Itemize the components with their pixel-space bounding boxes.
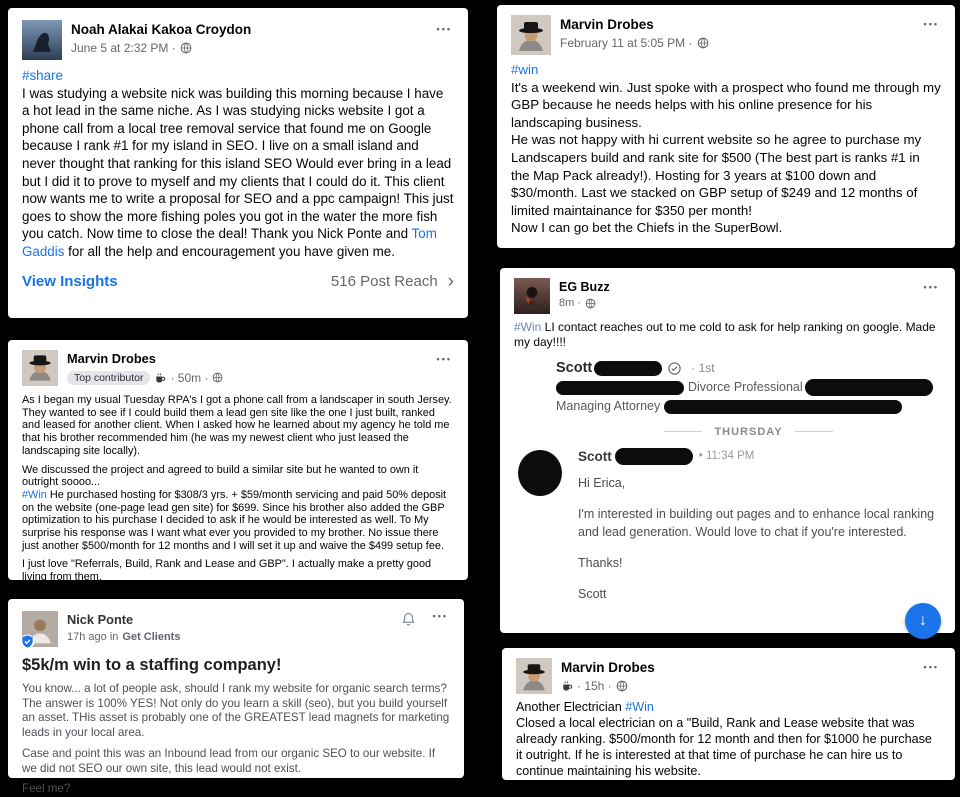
linkedin-verified-icon <box>667 361 682 376</box>
top-contributor-badge: Top contributor <box>67 371 150 385</box>
post-meta <box>67 631 391 643</box>
divider <box>795 431 833 432</box>
post-text: LI contact reaches out to me cold to ask for help ranking on google. Made my day!!!! <box>514 320 936 349</box>
post-card-noah <box>8 8 468 318</box>
post-timestamp: 17h ago in <box>67 630 119 643</box>
post-reach-button[interactable] <box>331 272 454 291</box>
globe-icon <box>616 680 628 692</box>
post-paragraph: He was not happy with hi current website so he agree to purchase my Landscapers build and rank site for $500 (The best part is ranks #1 in the Map Pack already!). Hosting for 3 years at $100 down and $30/month. Last we stacked on GBP setup of $249 and 12 months of limited maintainance for $350 per month! <box>511 132 922 218</box>
redaction-bar <box>556 381 684 395</box>
more-options-button[interactable]: ••• <box>436 354 452 364</box>
avatar-marvin[interactable] <box>22 350 58 386</box>
more-options-button[interactable]: ••• <box>436 24 452 34</box>
down-arrow-icon: ↓ <box>919 612 927 629</box>
post-timestamp[interactable]: February 11 at 5:05 PM · <box>560 35 693 50</box>
hashtag-win-link[interactable]: #Win <box>625 700 654 714</box>
linkedin-headline <box>556 379 941 396</box>
more-options-button[interactable]: ••• <box>923 282 939 292</box>
linkedin-profile-header <box>556 360 941 376</box>
post-paragraph: Case and point this was an Inbound lead from our organic SEO to our website. If we did not SEO our own site, this lead would not exist. <box>22 746 436 775</box>
divider <box>664 431 702 432</box>
post-header <box>514 278 941 314</box>
post-paragraph: It's a weekend win. Just spoke with a prospect who found me through my GBP because he needs helps with his online presence for his landscaping business. <box>511 79 941 130</box>
message-greeting: Hi Erica, <box>578 475 626 490</box>
globe-icon <box>585 298 596 309</box>
post-card-marvin-weekend <box>497 5 955 248</box>
scroll-to-bottom-button[interactable] <box>905 603 941 639</box>
globe-icon <box>180 42 192 54</box>
post-header <box>22 20 454 60</box>
author-name[interactable]: EG Buzz <box>559 280 610 294</box>
globe-icon <box>212 372 223 383</box>
notification-bell-icon[interactable] <box>400 611 417 628</box>
post-paragraph: You know... a lot of people ask, should I rank my website for organic search terms? The answer is 100% YES! Not only do you learn a skill (seo), but you build yourself an asset. THis asset is probably one of the GREATEST lead magnets for marketing leads in your local area. <box>22 682 450 740</box>
post-timestamp[interactable]: · 50m · <box>170 370 209 385</box>
chevron-right-icon: › <box>447 270 454 292</box>
post-paragraph: As I began my usual Tuesday RPA's I got a phone call from a landscaper in south Jersey. They wanted to see if I could build them a lead gen site like the one I just built, ranked and leased for another client. When I asked how he learned about my agency he told me that his brother recommended him (he was my newest client who just leased the landscaping site locally). <box>22 394 452 457</box>
post-header-text <box>67 350 426 385</box>
author-name[interactable]: Nick Ponte <box>67 612 134 627</box>
post-body <box>22 67 454 261</box>
verified-shield-badge-icon <box>20 634 35 649</box>
post-header-text <box>559 278 913 309</box>
day-separator-label: THURSDAY <box>714 425 783 438</box>
message-closing: Thanks! <box>578 555 623 570</box>
avatar-egbuzz-image <box>514 278 550 314</box>
post-text: Another Electrician <box>516 700 626 714</box>
post-meta <box>559 297 913 309</box>
coffee-cup-icon <box>561 680 573 692</box>
post-paragraph: I just love "Referrals, Build, Rank and Lease and GBP". I actually make a pretty good living from them. <box>22 558 432 584</box>
avatar-noah[interactable] <box>22 20 62 60</box>
subline-text: Managing Attorney <box>556 399 661 413</box>
post-meta <box>71 41 426 55</box>
message-header <box>578 448 941 465</box>
author-name[interactable]: Marvin Drobes <box>561 660 655 675</box>
hashtag-win-link[interactable]: #Win <box>22 488 47 501</box>
post-header-text <box>561 658 913 693</box>
more-options-button[interactable]: ••• <box>923 662 939 672</box>
message-signature: Scott <box>578 586 607 601</box>
hashtag-win-link[interactable]: #win <box>511 62 539 77</box>
post-reach-label: 516 Post Reach <box>330 272 438 290</box>
post-header-text <box>71 20 426 55</box>
post-paragraph: We discussed the project and agreed to build a similar site but he wanted to own it outright soooo... <box>22 463 419 489</box>
post-title: $5k/m win to a staffing company! <box>22 656 282 674</box>
post-paragraph: Closed a local electrician on a "Build, Rank and Lease website that was already ranking. $500/month for 12 month and then for $1000 he purchase it outright. If he is interested at that time of purchase he can hire us to continue maintaining his website. <box>516 716 932 778</box>
author-name[interactable]: Marvin Drobes <box>560 17 654 32</box>
group-link[interactable]: Get Clients <box>122 630 181 643</box>
post-header <box>22 611 450 647</box>
hashtag-share-link[interactable]: #share <box>22 68 63 83</box>
post-paragraph: Now I can go bet the Chiefs in the SuperBowl. <box>511 220 783 236</box>
more-options-button[interactable]: ••• <box>923 19 939 29</box>
redaction-bar <box>664 400 902 414</box>
author-name[interactable]: Marvin Drobes <box>67 351 156 366</box>
post-meta <box>67 371 426 385</box>
hashtag-win-link[interactable]: #Win <box>514 320 542 334</box>
avatar-egbuzz[interactable] <box>514 278 550 314</box>
post-meta <box>560 36 913 50</box>
post-text: for all the help and encouragement you have given me. <box>64 243 395 259</box>
linkedin-subline <box>556 399 941 414</box>
avatar-marvin[interactable] <box>511 15 551 55</box>
avatar-marvin-image <box>516 658 552 694</box>
view-insights-link[interactable]: View Insights <box>22 272 118 290</box>
post-body <box>514 320 941 350</box>
post-timestamp[interactable]: 8m · <box>559 297 581 310</box>
avatar-marvin-image <box>511 15 551 55</box>
avatar-noah-image <box>22 20 62 60</box>
message-avatar-redacted <box>518 450 562 496</box>
linkedin-screenshot <box>514 360 941 603</box>
post-text: He purchased hosting for $308/3 yrs. + $59/month servicing and paid 50% deposit on the website (one-page lead gen site) for $699. Since his brother also added the GBP optimization to his purchase I decided to ask if he would be interested as well. To My surprise his response was I want what ever you provided to my brother. No issue there just another $500/month for 12 months and I will set it up and waive the $499 setup fee. <box>22 488 447 552</box>
post-header <box>22 350 454 386</box>
post-body <box>22 394 454 584</box>
post-paragraph: Feel me? <box>22 782 71 796</box>
linkedin-profile-name: Scott <box>556 360 593 376</box>
redaction-bar <box>805 379 933 396</box>
day-separator <box>556 426 941 438</box>
connection-degree: · 1st <box>691 361 715 375</box>
post-header-text <box>67 611 391 643</box>
message-sender: Scott <box>578 448 612 464</box>
post-body <box>22 682 450 797</box>
post-card-marvin-rpa <box>8 340 468 584</box>
more-options-button[interactable]: ••• <box>432 611 448 621</box>
post-timestamp[interactable]: June 5 at 2:32 PM · <box>71 40 176 55</box>
avatar-nick[interactable] <box>22 611 58 647</box>
avatar-marvin[interactable] <box>516 658 552 694</box>
post-header <box>511 15 941 55</box>
coffee-cup-icon <box>154 372 166 384</box>
message-body: I'm interested in building out pages and to enhance local ranking and lead generation. Would love to chat if you're interested. <box>578 506 935 539</box>
post-body <box>516 699 941 779</box>
post-card-nick <box>8 599 464 796</box>
post-card-egbuzz <box>500 268 955 633</box>
message-time: • 11:34 PM <box>698 450 755 463</box>
avatar-marvin-image <box>22 350 58 386</box>
insights-row <box>22 272 454 291</box>
post-meta <box>561 679 913 693</box>
author-name[interactable]: Noah Alakai Kakoa Croydon <box>71 22 252 37</box>
post-card-marvin-electrician <box>502 648 955 780</box>
header-actions <box>400 611 450 628</box>
redaction-bar <box>594 361 662 376</box>
post-text: I was studying a website nick was building this morning because I have a hot lead in the same niche. As I was studying nicks website I got a phone call from a local tree removal service that found me on Google because I rank #1 for my island in SEO. I live on a small island and never thought that ranking for this island SEO Would ever bring in a lead but I did it to prove to myself and my clients that I could do it. This client now wants me to write a proposal for SEO and a ppc campaign! This just goes to show the more fishing poles you got in the water the more fish you catch. Now time to close the deal! Thank you Nick Ponte and <box>22 85 454 242</box>
mention-tom-gaddis-link[interactable]: Tom Gaddis <box>22 226 437 259</box>
post-body <box>511 61 941 237</box>
redaction-bar <box>615 448 693 465</box>
linkedin-message <box>556 448 941 603</box>
globe-icon <box>697 37 709 49</box>
post-header-text <box>560 15 913 50</box>
post-timestamp[interactable]: · 15h · <box>577 678 612 693</box>
post-header <box>516 658 941 694</box>
headline-text: Divorce Professional <box>688 379 803 394</box>
